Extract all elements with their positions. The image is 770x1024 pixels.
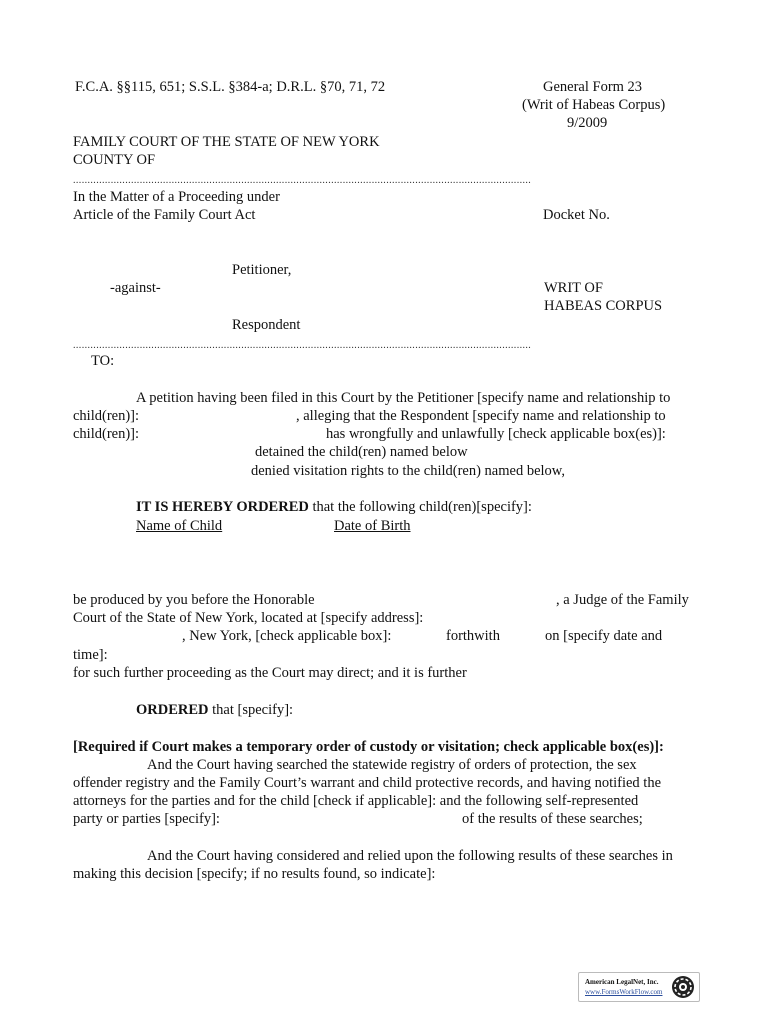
option-detained: detained the child(ren) named below [255,444,468,460]
publisher-logo [578,972,700,1002]
option-forthwith: forthwith [446,628,500,644]
search-line-4a: party or parties [specify]: [73,811,220,827]
petitioner-label: Petitioner, [232,262,292,278]
search-line-3: attorneys for the parties and for the child [check if applicable]: and the following self-represented [73,793,639,809]
court-name: FAMILY COURT OF THE STATE OF NEW YORK [73,134,380,150]
column-name-of-child: Name of Child [136,518,223,534]
produce-line-2: Court of the State of New York, located at [specify address]: [73,610,424,626]
form-name: General Form 23 [543,79,643,95]
produce-line-5: for such further proceeding as the Court may direct; and it is further [73,665,467,681]
order-rest: that the following child(ren)[specify]: [308,499,532,515]
search-line-1: And the Court having searched the statewide registry of orders of protection, the sex [147,757,637,773]
matter-line-1: In the Matter of a Proceeding under [73,189,280,205]
matter-line-2: Article of the Family Court Act [73,207,256,223]
docket-label: Docket No. [543,207,610,223]
statute-citation: F.C.A. §§115, 651; S.S.L. §384-a; D.R.L. §70, 71, 72 [75,79,386,95]
produce-line-1a: be produced by you before the Honorable [73,592,315,608]
search-line-4b: of the results of these searches; [462,811,643,827]
petition-line-2a: child(ren)]: [73,408,140,424]
writ-title-1: WRIT OF [544,280,603,296]
petition-line-2b: , alleging that the Respondent [specify name and relationship to [296,408,666,424]
publisher-name: American LegalNet, Inc. [585,978,659,986]
column-date-of-birth: Date of Birth [334,518,411,534]
option-on-date: on [specify date and [545,628,663,644]
order-bold: IT IS HEREBY ORDERED [136,499,309,515]
required-heading: [Required if Court makes a temporary order of custody or visitation; check applicable box(es)]: [73,739,664,755]
considered-line-1: And the Court having considered and relied upon the following results of these searches in [147,848,673,864]
ordered-rest: that [specify]: [208,702,294,718]
order-line [136,498,532,516]
considered-line-2: making this decision [specify; if no results found, so indicate]: [73,866,436,882]
petition-line-3a: child(ren)]: [73,426,140,442]
produce-line-4: time]: [73,647,108,663]
option-denied-visitation: denied visitation rights to the child(ren) named below, [251,463,565,479]
search-line-2: offender registry and the Family Court’s warrant and child protective records, and having notified the [73,775,662,791]
to-label: TO: [91,353,115,369]
ordered-line [136,701,293,719]
writ-title-2: HABEAS CORPUS [544,298,663,314]
against-label: -against- [110,280,161,296]
petition-line-1: A petition having been filed in this Court by the Petitioner [specify name and relationship to [136,390,671,406]
form-date: 9/2009 [567,115,608,131]
publisher-url[interactable]: www.FormsWorkFlow.com [585,988,663,996]
caption-divider-top: .............................................................................................................................................................. [73,175,532,186]
produce-line-3a: , New York, [check applicable box]: [182,628,392,644]
publisher-emblem-icon [671,975,695,999]
respondent-label: Respondent [232,317,301,333]
ordered-bold: ORDERED [136,702,209,718]
petition-line-3b: has wrongfully and unlawfully [check applicable box(es)]: [326,426,666,442]
court-county: COUNTY OF [73,152,156,168]
caption-divider-bottom: .............................................................................................................................................................. [73,340,532,351]
form-subtitle: (Writ of Habeas Corpus) [522,97,666,113]
produce-line-1b: , a Judge of the Family [556,592,689,608]
